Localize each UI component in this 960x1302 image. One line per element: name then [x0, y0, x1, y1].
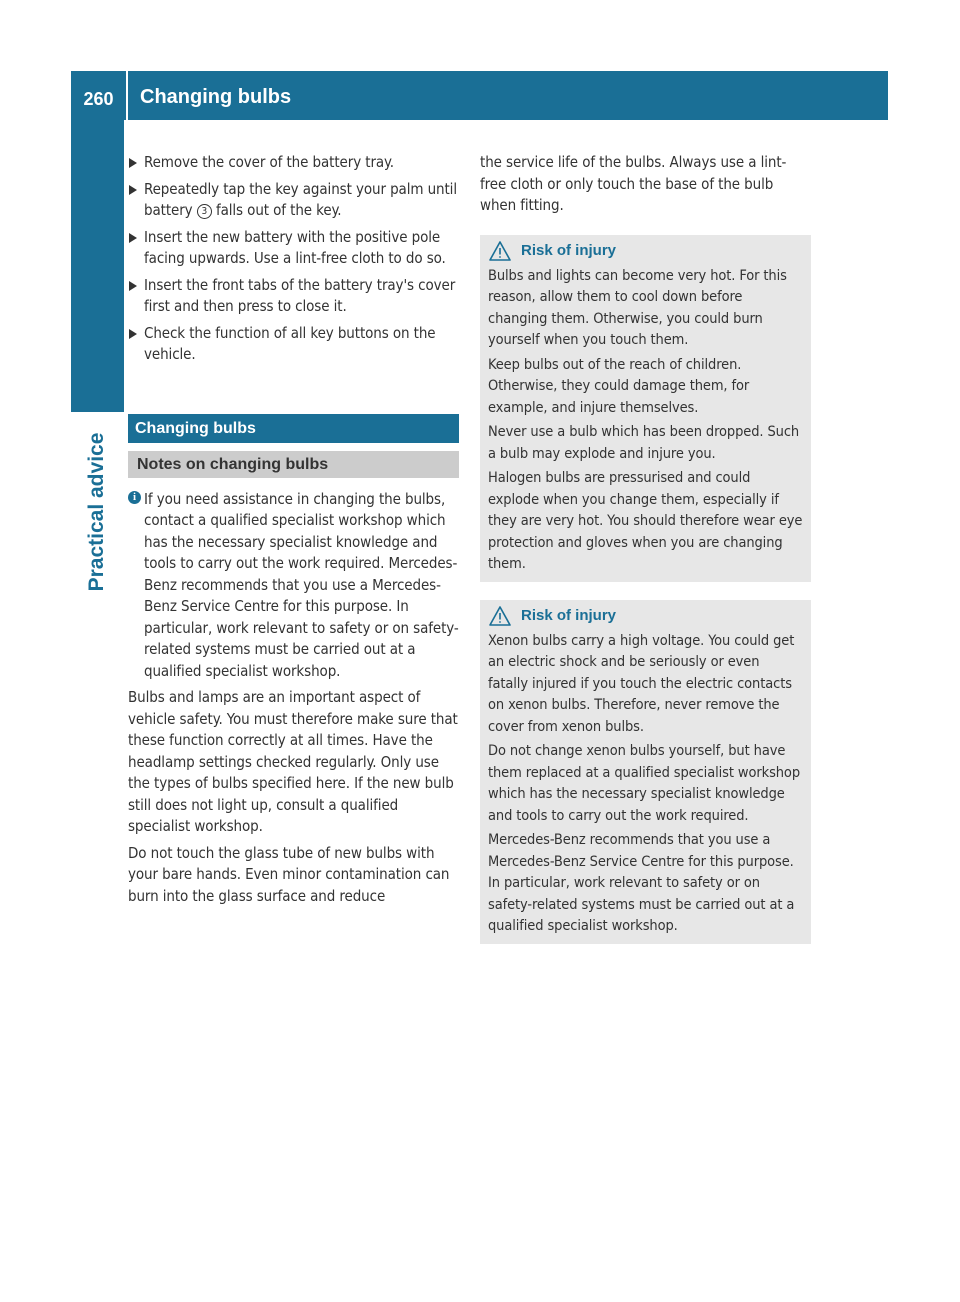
warning-paragraph: Bulbs and lights can become very hot. For this reason, allow them to cool down before changing them. Otherwise, you could burn yourself when you touch them.	[488, 267, 787, 348]
arrow-icon	[129, 233, 137, 243]
arrow-icon	[129, 329, 137, 339]
side-tab	[71, 412, 124, 612]
warning-title: Risk of injury	[521, 607, 617, 624]
step-item: Remove the cover of the battery tray.	[128, 152, 459, 174]
body-paragraph: Do not touch the glass tube of new bulbs with your bare hands. Even minor contamination can burn into the glass surface and reduce	[128, 843, 450, 905]
warning-title: Risk of injury	[521, 242, 617, 259]
page-number: 260	[83, 89, 114, 109]
warning-paragraph: Halogen bulbs are pressurised and could explode when you change them, especially if they are very hot. You should therefore wear eye protection and gloves when you are changing them.	[488, 470, 803, 572]
info-icon: i	[128, 491, 141, 504]
step-item: Check the function of all key buttons on the vehicle.	[128, 323, 459, 366]
step-item: Insert the new battery with the positive pole facing upwards. Use a lint-free cloth to do so.	[128, 227, 459, 270]
arrow-icon	[129, 281, 137, 291]
right-column	[480, 152, 811, 944]
body-paragraph: Bulbs and lamps are an important aspect of vehicle safety. You must therefore make sure that these function correctly at all times. Have the headlamp settings checked regularly. Only use the types of bulbs specified here. If the new bulb still does not light up, consult a qualified specialist workshop.	[128, 688, 458, 835]
warning-paragraph: Do not change xenon bulbs yourself, but have them replaced at a qualified specialist workshop which has the necessary specialist knowledge and tools to carry out the work required.	[488, 743, 800, 824]
warning-paragraph: Xenon bulbs carry a high voltage. You could get an electric shock and be seriously or even fatally injured if you touch the electric contacts on xenon bulbs. Therefore, never remove the cover from xenon bulbs.	[488, 632, 795, 735]
arrow-icon	[129, 185, 137, 195]
callout-number: 3	[197, 204, 212, 219]
warning-box	[480, 235, 811, 582]
warning-triangle-icon	[488, 240, 512, 262]
left-column	[128, 152, 459, 907]
info-note: i If you need assistance in changing the bulbs, contact a qualified specialist workshop which has the necessary specialist knowledge and tools to carry out the work required. Mercedes-Benz recommends that you use a Mercedes-Benz Service Centre for this purpose. In particular, work relevant to safety or on safety-related systems must be carried out at a qualified specialist workshop.	[128, 489, 459, 683]
warning-paragraph: Never use a bulb which has been dropped. Such a bulb may explode and injure you.	[488, 424, 800, 462]
warning-paragraph: Mercedes-Benz recommends that you use a Mercedes-Benz Service Centre for this purpose. In particular, work relevant to safety or on safety-related systems must be carried out at a qualified specialist workshop.	[488, 832, 795, 934]
section-heading: Changing bulbs	[128, 414, 459, 443]
step-item: Insert the front tabs of the battery tray's cover first and then press to close it.	[128, 275, 459, 318]
subsection-heading: Notes on changing bulbs	[128, 451, 459, 478]
side-tab-block	[71, 120, 124, 412]
step-item: Repeatedly tap the key against your palm until battery 3 falls out of the key.	[128, 179, 459, 222]
warning-triangle-icon	[488, 605, 512, 627]
arrow-icon	[129, 158, 137, 168]
side-tab-label: Practical advice	[85, 432, 108, 592]
page-header	[71, 71, 888, 120]
warning-paragraph: Keep bulbs out of the reach of children. Otherwise, they could damage them, for example, and injure themselves.	[488, 356, 750, 416]
warning-box	[480, 600, 811, 944]
page-title: Changing bulbs	[140, 86, 292, 108]
body-paragraph: the service life of the bulbs. Always use a lint-free cloth or only touch the base of the bulb when fitting.	[480, 153, 787, 214]
